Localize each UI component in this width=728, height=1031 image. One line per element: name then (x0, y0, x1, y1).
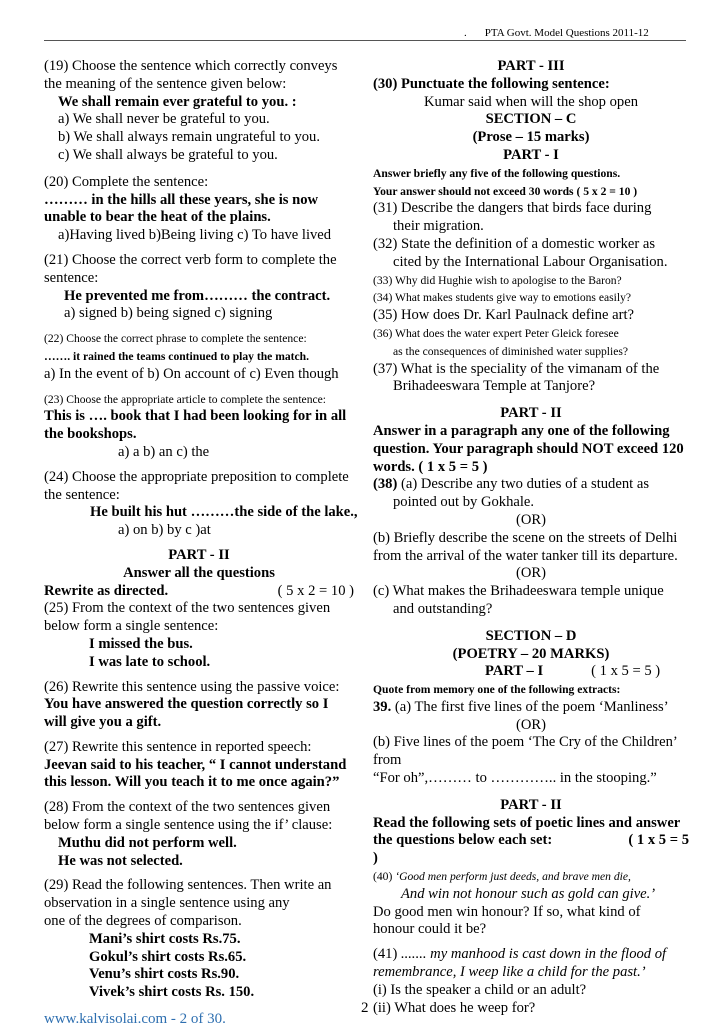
section-subheading: (POETRY – 20 MARKS) (452, 645, 610, 662)
q32-line: (32) State the definition of a domestic worker as (373, 235, 656, 252)
page-header (464, 27, 649, 39)
marks-text-end: ) (373, 850, 378, 867)
q28-sentence: Muthu did not perform well. (58, 834, 237, 851)
section-subheading: (Prose – 15 marks) (472, 129, 590, 146)
q21-options: a) signed b) being signed c) signing (64, 305, 273, 322)
q19-line: the meaning of the sentence given below: (44, 75, 287, 92)
footer-link[interactable]: www.kalvisolai.com - 2 of 30. (44, 1011, 226, 1027)
part-heading: PART - I (503, 146, 559, 163)
or-separator: (OR) (516, 565, 546, 582)
q19-line: (19) Choose the sentence which correctly conveys (44, 58, 338, 74)
q41-question: (ii) What does he weep for? (373, 999, 536, 1016)
q26-sentence: You have answered the question correctly so I (44, 696, 329, 713)
q21-line: (21) Choose the correct verb form to complete the (44, 251, 337, 268)
instruction-line: Read the following sets of poetic lines and answer (373, 814, 681, 831)
part-heading: PART - II (500, 405, 562, 422)
q23-line: (23) Choose the appropriate article to complete the sentence: (44, 392, 327, 406)
header-rule (44, 40, 686, 41)
instruction-line: Answer in a paragraph any one of the following (373, 422, 670, 439)
instruction-line: question. Your paragraph should NOT exceed 120 (373, 440, 684, 457)
q40-poem: And win not honour such as gold can give.’ (401, 885, 656, 902)
q24-line: (24) Choose the appropriate preposition to complete (44, 468, 349, 485)
q41-question: (i) Is the speaker a child or an adult? (373, 981, 587, 998)
right-column (373, 58, 689, 1017)
instruction-marks-line (373, 832, 689, 850)
q32-line: cited by the International Labour Organisation. (393, 253, 668, 270)
q26-sentence: will give you a gift. (44, 714, 162, 731)
marks-text: ( 5 x 2 = 10 ) (277, 582, 354, 599)
q31-line: their migration. (393, 218, 484, 235)
q39-line: “For oh”,……… to ………….. in the stooping.” (373, 770, 657, 787)
q27-line: (27) Rewrite this sentence in reported speech: (44, 738, 312, 755)
q29-sentence: Vivek’s shirt costs Rs. 150. (89, 984, 255, 1001)
instruction-line: Your answer should not exceed 30 words ( 5 x 2 = 10 ) (373, 184, 638, 198)
q29-line: one of the degrees of comparison. (44, 913, 242, 930)
marks-line (44, 583, 354, 601)
q38-line: and outstanding? (393, 600, 493, 617)
q29-sentence: Mani’s shirt costs Rs.75. (89, 930, 241, 947)
q23-options: a) a b) an c) the (118, 443, 210, 460)
q36-line: as the consequences of diminished water supplies? (393, 344, 629, 358)
q40-poem: ‘Good men perform just deeds, and brave men die, (395, 870, 631, 884)
header-dot: . (464, 27, 467, 39)
q24-options: a) on b) by c )at (118, 522, 211, 539)
q28-line: (28) From the context of the two sentences given (44, 799, 331, 816)
q40-number: (40) (373, 870, 393, 884)
q27-sentence: this lesson. Will you teach it to me once again?” (44, 774, 340, 791)
q25-sentence: I missed the bus. (89, 635, 193, 652)
page-number: 2 (361, 1000, 369, 1016)
q29-line: observation in a single sentence using any (44, 895, 290, 912)
q22-sentence: ……. it rained the teams continued to play the match. (44, 349, 310, 363)
part-heading: PART - II (500, 796, 562, 813)
q25-line: below form a single sentence: (44, 618, 219, 635)
part-heading: PART - III (497, 58, 565, 74)
q27-sentence: Jeevan said to his teacher, “ I cannot understand (44, 756, 347, 773)
or-separator: (OR) (516, 511, 546, 528)
q41-line (373, 946, 689, 964)
q24-sentence: He built his hut ………the side of the lake., (90, 504, 358, 521)
q41-poem: ....... my manhood is cast down in the flood of (400, 946, 667, 963)
q19-option: b) We shall always remain ungrateful to you. (58, 129, 320, 146)
q39-line: (b) Five lines of the poem ‘The Cry of the Children’ (373, 734, 678, 751)
q23-sentence: This is …. book that I had been looking for in all (44, 408, 347, 425)
q22-options: a) In the event of b) On account of c) Even though (44, 365, 339, 382)
q38-line: from the arrival of the water tanker till its departure. (373, 547, 678, 564)
part-heading: PART – I (485, 663, 544, 680)
q38-number: (38) (373, 476, 398, 493)
q41-number: (41) (373, 946, 398, 963)
q33-line: (33) Why did Hughie wish to apologise to the Baron? (373, 273, 622, 287)
section-heading: SECTION – D (485, 627, 577, 644)
header-title: PTA Govt. Model Questions 2011-12 (484, 27, 649, 39)
q29-sentence: Venu’s shirt costs Rs.90. (89, 966, 240, 983)
q20-line: (20) Complete the sentence: (44, 173, 209, 190)
q25-sentence: I was late to school. (89, 653, 211, 670)
q37-line: (37) What is the speciality of the vimanam of the (373, 360, 660, 377)
part-marks-line (373, 663, 689, 681)
q39-line: from (373, 752, 402, 769)
q21-line: sentence: (44, 269, 99, 286)
q22-line: (22) Choose the correct phrase to complete the sentence: (44, 332, 307, 346)
q39-text: (a) The first five lines of the poem ‘Manliness’ (391, 698, 669, 715)
q23-sentence: the bookshops. (44, 426, 137, 443)
q21-sentence: He prevented me from……… the contract. (64, 287, 331, 304)
instruction-line: Quote from memory one of the following extracts: (373, 683, 621, 697)
q30-sentence: Kumar said when will the shop open (423, 93, 638, 110)
q19-option: c) We shall always be grateful to you. (58, 146, 278, 163)
left-column (44, 58, 358, 1002)
q40-question: Do good men win honour? If so, what kind of (373, 903, 641, 920)
q29-line: (29) Read the following sentences. Then write an (44, 877, 332, 894)
q34-line: (34) What makes students give way to emotions easily? (373, 291, 632, 305)
q30-line: (30) Punctuate the following sentence: (373, 75, 610, 92)
q36-line: (36) What does the water expert Peter Gleick foresee (373, 326, 619, 340)
q28-line: below form a single sentence using the if’ clause: (44, 817, 333, 834)
q38-line: (b) Briefly describe the scene on the streets of Delhi (373, 529, 678, 546)
q24-line: the sentence: (44, 486, 120, 503)
q39-number: 39. (373, 698, 392, 715)
marks-text: ( 1 x 5 = 5 (628, 832, 689, 849)
instruction-line: words. ( 1 x 5 = 5 ) (373, 458, 488, 475)
section-heading: SECTION – C (485, 111, 577, 128)
q38-text: (a) Describe any two duties of a student as (397, 476, 649, 493)
instruction-line: Answer briefly any five of the following questions. (373, 166, 621, 180)
q38-line: (c) What makes the Brihadeeswara temple unique (373, 583, 664, 600)
section-instruction: Answer all the questions (123, 564, 275, 581)
q25-line: (25) From the context of the two sentences given (44, 600, 331, 617)
q20-sentence: unable to bear the heat of the plains. (44, 209, 271, 226)
marks-text: ( 1 x 5 = 5 ) (591, 663, 661, 680)
q41-poem: remembrance, I weep like a child for the past.’ (373, 964, 646, 981)
q28-sentence: He was not selected. (58, 852, 183, 869)
instruction-text: Rewrite as directed. (44, 582, 169, 599)
instruction-text: the questions below each set: (373, 832, 553, 849)
part-heading: PART - II (168, 546, 230, 563)
q40-question: honour could it be? (373, 921, 487, 938)
q38-line (373, 476, 689, 494)
q38-line: pointed out by Gokhale. (393, 494, 535, 511)
q31-line: (31) Describe the dangers that birds face during (373, 200, 652, 217)
q26-line: (26) Rewrite this sentence using the passive voice: (44, 678, 340, 695)
q20-sentence: ……… in the hills all these years, she is now (44, 191, 319, 208)
or-separator: (OR) (516, 716, 546, 733)
q20-options: a)Having lived b)Being living c) To have lived (58, 227, 332, 244)
q39-line (373, 699, 689, 717)
q29-sentence: Gokul’s shirt costs Rs.65. (89, 948, 247, 965)
q40-line (373, 868, 689, 886)
q19-sentence: We shall remain ever grateful to you. : (58, 93, 297, 110)
q35-line: (35) How does Dr. Karl Paulnack define art? (373, 307, 634, 324)
q37-line: Brihadeeswara Temple at Tanjore? (393, 378, 596, 395)
q19-option: a) We shall never be grateful to you. (58, 111, 270, 128)
